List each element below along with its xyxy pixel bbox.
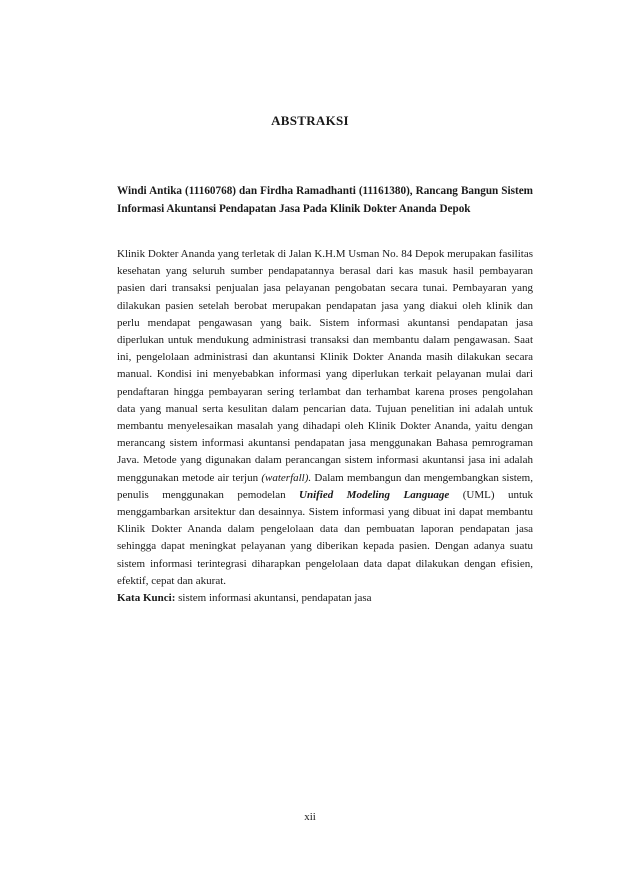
abstract-text-waterfall: (waterfall).	[261, 471, 312, 484]
abstract-paragraph	[117, 246, 533, 590]
abstract-text-part1: Klinik Dokter Ananda yang terletak di Jalan K.H.M Usman No. 84 Depok merupakan fasilitas kesehatan yang seluruh sumber pendapatannya berasal dari kas masuk hasil pembayaran pasien dari transaksi penjualan jasa pelayanan pengobatan secara tunai. Pembayaran yang dilakukan pasien setelah berobat merupakan pendapatan jasa yang diakui oleh klinik dan perlu mendapat pengawasan yang baik. Sistem informasi akuntansi pendapatan jasa diperlukan untuk mendukung administrasi transaksi dan membantu dalam pengawasan. Saat ini, pengelolaan administrasi dan akuntansi Klinik Dokter Ananda masih dilakukan secara manual. Kondisi ini menyebabkan informasi yang diperlukan terkait pelayanan mulai dari pendaftaran hingga pembayaran sering terlambat dan terhambat karena proses pengolahan data yang manual serta kesulitan dalam pencarian data. Tujuan penelitian ini adalah untuk membantu menyelesaikan masalah yang dihadapi oleh Klinik Dokter Ananda, yaitu dengan merancang sistem informasi akuntansi pendapatan jasa menggunakan Bahasa pemrograman Java. Metode yang digunakan dalam perancangan sistem informasi akuntansi jasa ini adalah menggunakan metode air terjun	[117, 248, 533, 484]
abstract-text-uml: Unified Modeling Language	[299, 488, 450, 501]
abstract-text-part3: (UML) untuk menggambarkan arsitektur dan desainnya. Sistem informasi yang dibuat ini dapat membantu Klinik Dokter Ananda dalam pengelolaan data dan pembuatan laporan pendapatan jasa sehingga dapat meningkat pelayanan yang diberikan kepada pasien. Dengan adanya suatu sistem informasi terintegrasi diharapkan pengelolaan data dapat dilakukan dengan efisien, efektif, cepat dan akurat.	[117, 488, 534, 587]
keywords-text: sistem informasi akuntansi, pendapatan jasa	[175, 592, 372, 604]
page-number: xii	[304, 811, 316, 823]
page-title: ABSTRAKSI	[271, 113, 349, 128]
keywords	[117, 590, 533, 607]
abstract-body	[117, 246, 533, 590]
abstract-text-part2: Dalam membangun dan mengembangkan sistem, penulis menggunakan pemodelan	[117, 471, 533, 501]
keywords-label: Kata Kunci:	[117, 592, 176, 604]
abstract-heading: Windi Antika (11160768) dan Firdha Ramadhanti (11161380), Rancang Bangun Sistem Informasi Akuntansi Pendapatan Jasa Pada Klinik Dokter Ananda Depok	[117, 185, 533, 215]
